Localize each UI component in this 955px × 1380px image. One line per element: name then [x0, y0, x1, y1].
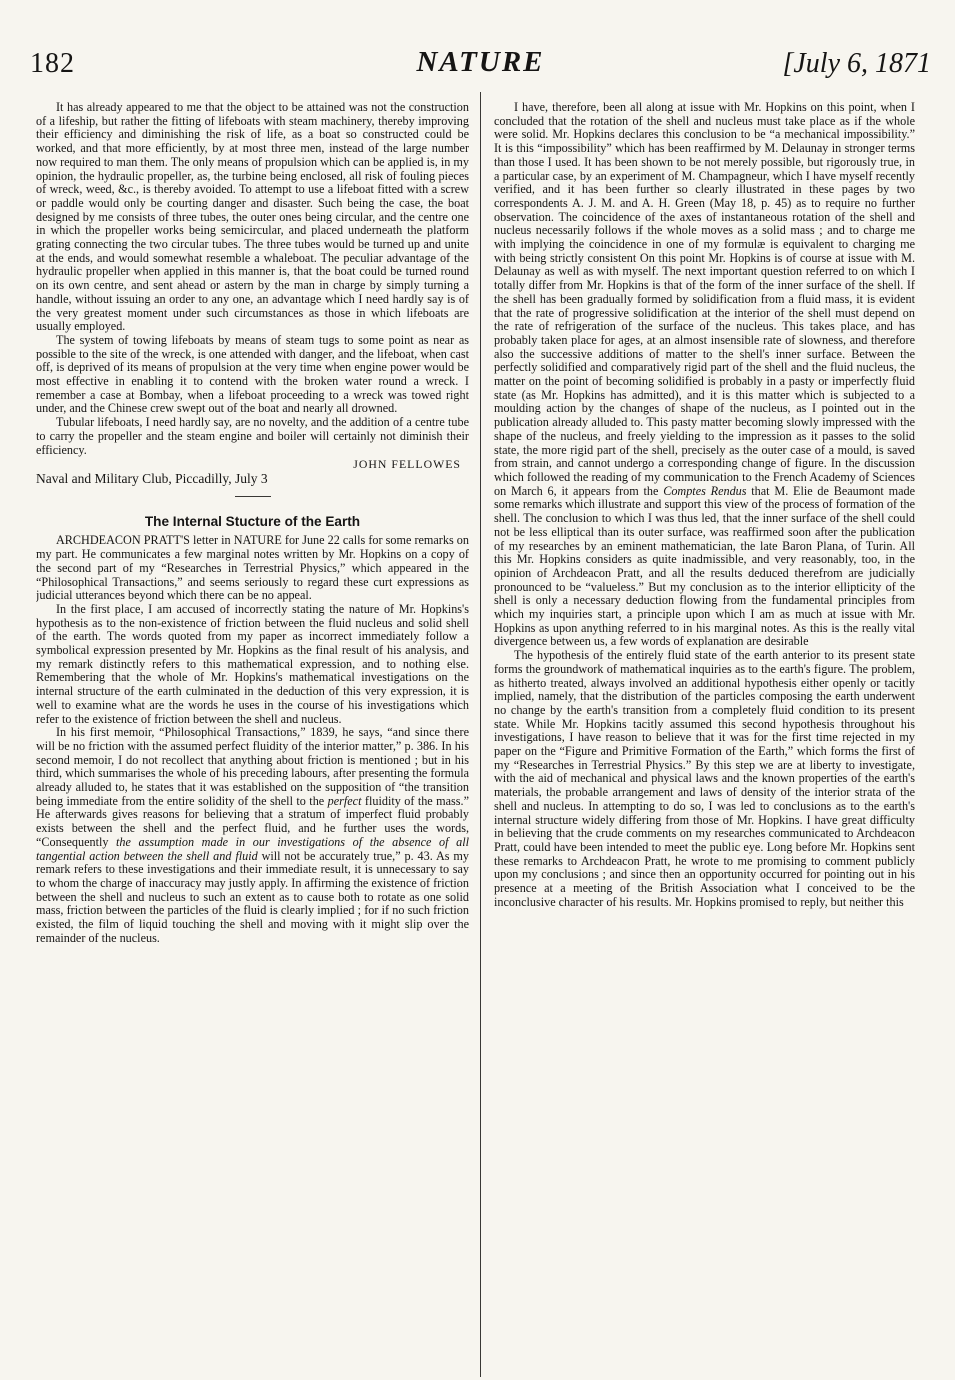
left-column — [36, 101, 469, 1356]
section-divider — [235, 496, 271, 497]
text-run: that M. Elie de Beaumont made some remarks which illustrate and support this view of the process of formation of the shell. The conclusion to which I was thus led, that the inner surface of the shell could not be less elliptical than its outer surface, was reaffirmed soon after the publication of my researches by an eminent mathematician, the late Baron Plana, of Turin. All this Mr. Hopkins considers as quite inadmissible, and very reasonably, too, in the opinion of Archdeacon Pratt, and all the results deduced therefrom are judicially pronounced to be “valueless.” But my conclusion as to the interior ellipticity of the shell is only a necessary deduction flowing from the fundamental principles from which my inquiries start, a principle upon which I am as much at issue with Mr. Hopkins as upon anything referred to in his marginal notes. As this is the really vital divergence between us, a few words of explanation are desirable — [494, 483, 915, 649]
right-column — [494, 101, 915, 1356]
article-paragraph: In the first place, I am accused of incorrectly stating the nature of Mr. Hopkins's hypothesis as to the non-existence of friction between the fluid nucleus and solid shell of the earth. The words quoted from my paper as incorrect immediately follow a symbolical expression presented by Mr. Hopkins as the final result of his analysis, and my remark distinctly refers to this mathematical expression, and to nothing else. Remembering that the whole of Mr. Hopkins's mathematical investigations on the internal structure of the earth culminated in the deduction of this very expression, it is well to examine what are the words he uses in the course of his investigations which refer to the existence of friction between the shell and nucleus. — [36, 601, 469, 726]
italic-run: perfect — [327, 793, 362, 808]
article-paragraph — [36, 534, 469, 603]
page-number: 182 — [30, 48, 75, 79]
column-divider — [480, 92, 481, 1377]
letter-paragraph: Tubular lifeboats, I need hardly say, are no novelty, and the addition of a centre tube to carry the propeller and the steam engine and boiler will certainly not diminish their efficiency. — [36, 415, 469, 457]
text-run: will not be accurately true,” p. 43. As my remark refers to these investigations and their immediate result, it is unnecessary to say to whom the charge of inaccuracy may justly apply. In affirming the existence of friction between the shell and nucleus to such an extent as to cause both to rotate as one solid mass, friction between the particles of the fluid is clearly implied ; for if no such friction existed, the film of liquid touching the shell and moving with it might slip over the remainder of the nucleus. — [36, 848, 469, 945]
letter-paragraph: The system of towing lifeboats by means of steam tugs to some point as near as possible to the site of the wreck, is one attended with danger, and the lifeboat, when cast off, is deprived of its means of propulsion at the very time when engine power would be most effective in enabling it to contend with the broken water round a wreck. I remember a case at Bombay, when a lifeboat proceeding to a wreck was towed right under, and the Chinese crew swept out of the boat and nearly all drowned. — [36, 332, 469, 416]
page-header — [30, 44, 931, 84]
letter-signature: JOHN FELLOWES — [353, 457, 461, 472]
issue-date: [July 6, 1871 — [782, 48, 931, 79]
text-run: fluidity of the mass.” He afterwards gives reasons for believing that a stratum of imperfect fluid probably exists between the shell and the perfect fluid, and he further uses the words, “Consequently — [36, 793, 469, 849]
article-first-text: letter in NATURE for June 22 calls for some remarks on my part. He communicates a few marginal notes written by Mr. Hopkins on a copy of the second part of my “Researches in Terrestrial Physics,” which appeared in the “Philosophical Transactions,” and seems seriously to regard these curt expressions as judicial utterances beyond which there can be no appeal. — [36, 533, 469, 603]
article-paragraph — [494, 101, 915, 649]
text-run: In his first memoir, “Philosophical Transactions,” 1839, he says, “and since there will be no friction with the assumed perfect fluidity of the interior matter,” p. 386. In his second memoir, I do not recollect that anything about friction is mentioned ; but in his third, which summarises the whole of his preceding labours, after presenting the formula already alluded to, he states that it was established on the supposition of “the transition being immediate from the entire solidity of the shell to the — [36, 725, 469, 808]
article-paragraph: The hypothesis of the entirely fluid state of the earth anterior to its present state forms the groundwork of mathematical inquiries as to the earth's figure. The problem, as hitherto treated, always involved an additional hypothesis either openly or tacitly implied, namely, that the distribution of the particles composing the earth underwent no change by the earth's transition from a completely fluid condition to its present state. While Mr. Hopkins tacitly assumed this second hypothesis throughout his investigations, I have reason to believe that it was for the first time rejected in my paper on the “Figure and Primitive Formation of the Earth,” which forms the first of my “Researches in Terrestrial Physics.” By this step we are at liberty to investigate, with the aid of mechanical and physical laws and the known properties of the earth's materials, the probable arrangement and laws of density of the interior strata of the shell and nucleus. In attempting to do so, I was led to conclusions as to the earth's internal structure widely differing from those of Mr. Hopkins. I have great difficulty in believing that the crude comments on my researches communicated to Archdeacon Pratt, could have been intended to meet the public eye. Long before Mr. Hopkins sent these remarks to Archdeacon Pratt, he wrote to me promising to comment publicly upon my conclusions ; and since then an opportunity occurred for pointing out in his presence at a meeting of the British Association what I conceived to be the inconclusive character of his results. Mr. Hopkins promised to reply, but neither this — [494, 648, 915, 909]
article-paragraph — [36, 726, 469, 945]
letter-paragraph: It has already appeared to me that the object to be attained was not the construction of a lifeship, but rather the fitting of lifeboats with steam machinery, thereby improving their efficiency and diminishing the risk of life, as a boat so constructed could be worked, and that more efficiently, by at most three men, instead of the large number now required to man them. The only means of propulsion which can be applied is, in my opinion, the hydraulic propeller, as, the turbine being enclosed, all risk of fouling pieces of wreck, weed, &c., is thereby avoided. To attempt to use a lifeboat fitted with a screw or paddle would only be courting danger and disaster. Such being the case, the boat designed by me consists of three tubes, the outer ones being circular, and the centre one in which the propeller works being semicircular, and placed underneath the platform grating connecting the two circular tubes. The three tubes would be turned up and unite at the ends, and would somewhat resemble a whaleboat. The peculiar advantage of the hydraulic propeller when applied in this manner is, that the boat could be turned round on its own centre, and sent ahead or astern by the man in charge by simply turning a handle, without issuing an order to any one, an advantage which I need hardly say is of the very greatest moment under such circumstances as those in which lifeboats are usually employed. — [36, 101, 469, 334]
italic-run: the assumption made in our investigations of the absence of all tangential action between the shell and fluid — [36, 834, 469, 863]
article-title: The Internal Stucture of the Earth — [144, 513, 361, 529]
letter-address: Naval and Military Club, Piccadilly, July 3 — [36, 470, 268, 486]
journal-title: NATURE — [416, 46, 545, 78]
italic-run: Comptes Rendus — [663, 483, 747, 498]
text-run: I have, therefore, been all along at issue with Mr. Hopkins on this point, when I concluded that the rotation of the shell and nucleus must take place as if the whole were solid. Mr. Hopkins declares this conclusion to be “a mechanical impossibility.” It is this “impossibility” which has been reaffirmed by M. Delaunay in stronger terms than those I used. It has been shown to be not merely possible, but rigorously true, in a particular case, by an experiment of M. Champagneur, which I have myself recently verified, and it has been further so clearly illustrated in these pages by two correspondents A. J. M. and A. H. Green (May 18, p. 45) as to require no further observation. The coincidence of the axes of instantaneous rotation of the shell and nucleus necessarily follows if the whole moves as a solid mass ; and to charge me with implying the coincidence in one of my formulæ is equivalent to charging me with being strictly consistent On this point Mr. Hopkins is of course at issue with M. Delaunay as well as with myself. The next important question referred to on which I totally differ from Mr. Hopkins is that of the form of the inner surface of the shell. If the shell has been gradually formed by solidification from a fluid mass, it is evident that the rate of progressive solidification at the interior of the shell must depend on the rate of refrigeration of the surface of the nucleus. This takes place, and has probably taken place for ages, at an almost insensible rate of slowness, and therefore also the successive additions of matter to the shell's inner surface. Between the perfectly solidified and comparatively rigid part of the shell and the fluid nucleus, the matter on the point of becoming solidified is probably in a pasty or imperfectly fluid state (as Mr. Hopkins has admitted), and it is this matter which is subjected to a moulding action by the changes of shape of the nucleus, as I pointed out in the publication already alluded to. This pasty matter becoming slowly impressed with the shape of the nucleus, and freely yielding to the impression as it passes to the solid state, the more rigid part of the shell, precisely as the outer case of a mould, is saved from strain, and cannot undergo a corresponding change of figure. In the discussion which followed the reading of my communication to the French Academy of Sciences on March 6, it appears from the — [494, 101, 915, 498]
article-lead-words: ARCHDEACON PRATT'S — [56, 533, 190, 548]
